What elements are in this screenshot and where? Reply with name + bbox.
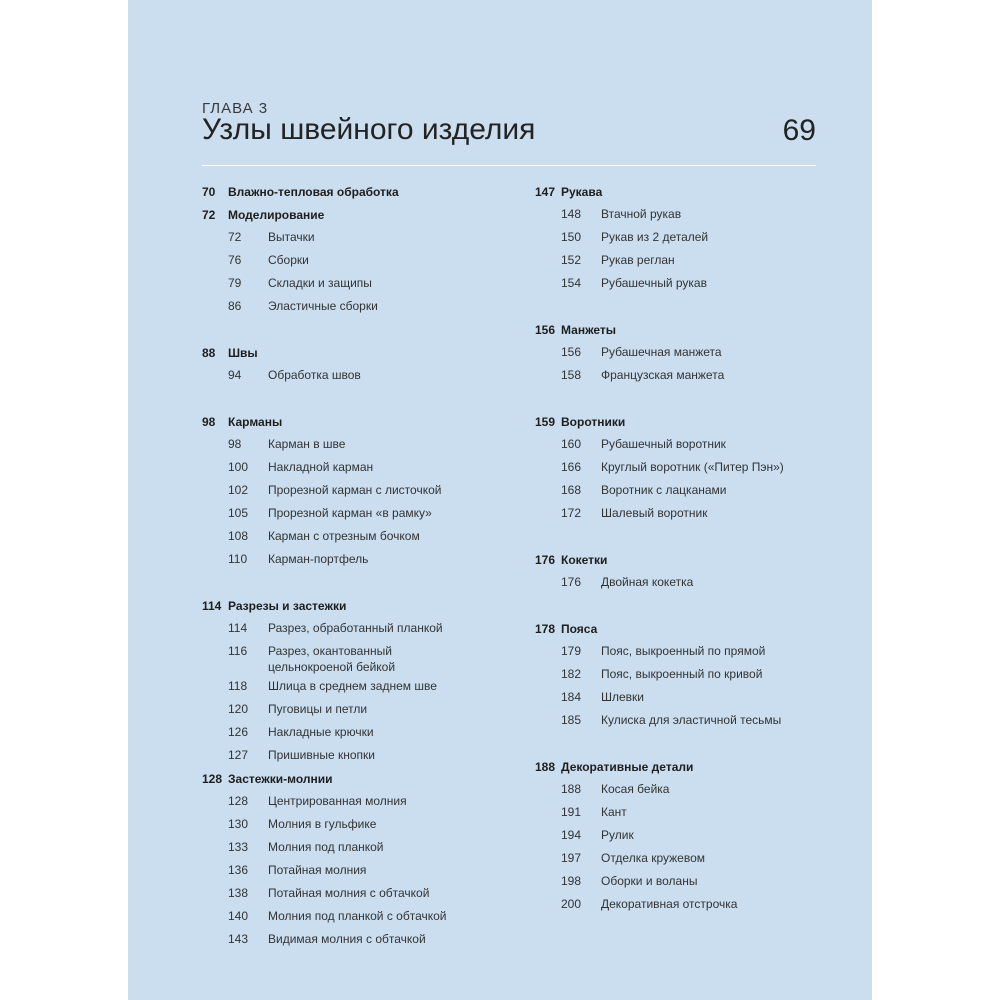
toc-section-heading[interactable] bbox=[202, 341, 502, 364]
entry-page-number: 188 bbox=[561, 782, 582, 796]
toc-entry[interactable] bbox=[535, 870, 835, 893]
section-page-number: 98 bbox=[202, 414, 216, 429]
entry-title: Кулиска для эластичной тесьмы bbox=[601, 713, 782, 727]
toc-entry[interactable] bbox=[202, 882, 502, 905]
section-title: Моделирование bbox=[228, 207, 325, 222]
entry-page-number: 114 bbox=[228, 621, 248, 635]
entry-page-number: 168 bbox=[561, 483, 582, 497]
toc-entry[interactable] bbox=[535, 272, 835, 295]
entry-title: Видимая молния с обтачкой bbox=[268, 932, 426, 946]
entry-title: Карман с отрезным бочком bbox=[268, 529, 420, 543]
entry-page-number: 156 bbox=[561, 345, 582, 359]
entry-page-number: 198 bbox=[561, 874, 582, 888]
toc-section-heading[interactable] bbox=[202, 203, 502, 226]
toc-entry[interactable] bbox=[535, 893, 835, 916]
toc-section bbox=[202, 410, 502, 571]
entry-page-number: 182 bbox=[561, 667, 582, 681]
toc-entry[interactable] bbox=[202, 790, 502, 813]
entry-page-number: 76 bbox=[228, 253, 242, 267]
toc-section bbox=[202, 203, 502, 318]
entry-page-number: 166 bbox=[561, 460, 582, 474]
entry-page-number: 152 bbox=[561, 253, 582, 267]
entry-title: Воротник с лацканами bbox=[601, 483, 727, 497]
section-page-number: 147 bbox=[535, 184, 556, 199]
chapter-label: ГЛАВА 3 bbox=[202, 100, 269, 117]
entry-page-number: 138 bbox=[228, 886, 249, 900]
entry-title: Пояс, выкроенный по кривой bbox=[601, 667, 763, 681]
entry-title: Рукав реглан bbox=[601, 253, 675, 267]
section-page-number: 176 bbox=[535, 552, 556, 567]
toc-section bbox=[535, 410, 835, 525]
section-title: Влажно-тепловая обработка bbox=[228, 184, 399, 199]
entry-page-number: 72 bbox=[228, 230, 242, 244]
toc-entry[interactable] bbox=[202, 433, 502, 456]
toc-left-column bbox=[202, 180, 502, 951]
entry-title: Декоративная отстрочка bbox=[601, 897, 738, 911]
toc-section bbox=[535, 755, 835, 916]
toc-entry[interactable] bbox=[535, 571, 835, 594]
entry-title: Пришивные кнопки bbox=[268, 748, 375, 762]
entry-title: Кант bbox=[601, 805, 627, 819]
entry-page-number: 184 bbox=[561, 690, 582, 704]
section-title: Карманы bbox=[228, 414, 283, 429]
entry-title: Рубашечный рукав bbox=[601, 276, 707, 290]
entry-page-number: 176 bbox=[561, 575, 582, 589]
toc-section bbox=[202, 594, 502, 767]
toc-section-heading[interactable] bbox=[202, 767, 502, 790]
toc-entry[interactable] bbox=[202, 813, 502, 836]
section-title: Швы bbox=[228, 345, 258, 360]
entry-page-number: 118 bbox=[228, 679, 248, 693]
entry-title: Карман-портфель bbox=[268, 552, 369, 566]
entry-title: Вытачки bbox=[268, 230, 315, 244]
toc-entry[interactable] bbox=[535, 364, 835, 387]
entry-title: Французская манжета bbox=[601, 368, 725, 382]
toc-section bbox=[535, 318, 835, 387]
toc-entry[interactable] bbox=[202, 640, 502, 675]
toc-section bbox=[202, 341, 502, 387]
entry-page-number: 172 bbox=[561, 506, 582, 520]
section-page-number: 188 bbox=[535, 759, 556, 774]
entry-title: Косая бейка bbox=[601, 782, 670, 796]
section-title: Застежки-молнии bbox=[228, 771, 333, 786]
toc-entry[interactable] bbox=[535, 801, 835, 824]
section-title: Воротники bbox=[561, 414, 626, 429]
toc-entry[interactable] bbox=[202, 456, 502, 479]
entry-title: Обработка швов bbox=[268, 368, 361, 382]
entry-page-number: 108 bbox=[228, 529, 249, 543]
entry-title: Рубашечный воротник bbox=[601, 437, 726, 451]
entry-page-number: 100 bbox=[228, 460, 249, 474]
toc-entry[interactable] bbox=[535, 203, 835, 226]
toc-section-heading[interactable] bbox=[535, 617, 835, 640]
section-title: Кокетки bbox=[561, 552, 608, 567]
entry-title: Пояс, выкроенный по прямой bbox=[601, 644, 766, 658]
toc-entry[interactable] bbox=[535, 456, 835, 479]
entry-title: Шлевки bbox=[601, 690, 645, 704]
book-page bbox=[128, 0, 872, 1000]
toc-section bbox=[202, 180, 502, 203]
section-page-number: 72 bbox=[202, 207, 216, 222]
toc-entry[interactable] bbox=[202, 698, 502, 721]
entry-page-number: 110 bbox=[228, 552, 248, 566]
toc-section-heading[interactable] bbox=[535, 410, 835, 433]
entry-title: Втачной рукав bbox=[601, 207, 682, 221]
section-page-number: 88 bbox=[202, 345, 216, 360]
entry-page-number: 105 bbox=[228, 506, 249, 520]
entry-page-number: 133 bbox=[228, 840, 249, 854]
toc-section bbox=[535, 617, 835, 732]
entry-title: Разрез, обработанный планкой bbox=[268, 621, 443, 635]
entry-title: Рубашечная манжета bbox=[601, 345, 722, 359]
toc-entry[interactable] bbox=[535, 640, 835, 663]
toc-section-heading[interactable] bbox=[535, 548, 835, 571]
entry-title: Рулик bbox=[601, 828, 634, 842]
entry-title: Пуговицы и петли bbox=[268, 702, 368, 716]
entry-page-number: 148 bbox=[561, 207, 582, 221]
toc-entry[interactable] bbox=[202, 721, 502, 744]
entry-title: Прорезной карман «в рамку» bbox=[268, 506, 432, 520]
entry-title: Сборки bbox=[268, 253, 309, 267]
chapter-title: Узлы швейного изделия bbox=[202, 113, 536, 146]
toc-section-heading[interactable] bbox=[202, 180, 502, 203]
entry-title: Рукав из 2 деталей bbox=[601, 230, 709, 244]
entry-title: Отделка кружевом bbox=[601, 851, 706, 865]
entry-title: Молния под планкой с обтачкой bbox=[268, 909, 447, 923]
toc-entry[interactable] bbox=[535, 778, 835, 801]
toc-entry[interactable] bbox=[535, 502, 835, 525]
section-title: Манжеты bbox=[561, 322, 617, 337]
section-page-number: 156 bbox=[535, 322, 556, 337]
toc-entry[interactable] bbox=[202, 226, 502, 249]
section-page-number: 159 bbox=[535, 414, 556, 429]
entry-title: Шлица в среднем заднем шве bbox=[268, 679, 437, 693]
entry-page-number: 98 bbox=[228, 437, 242, 451]
section-title: Декоративные детали bbox=[561, 759, 694, 774]
entry-title: Круглый воротник («Питер Пэн») bbox=[601, 460, 784, 474]
toc-entry[interactable] bbox=[202, 249, 502, 272]
toc-entry[interactable] bbox=[202, 548, 502, 571]
toc-entry[interactable] bbox=[202, 502, 502, 525]
entry-page-number: 160 bbox=[561, 437, 582, 451]
toc-entry[interactable] bbox=[535, 249, 835, 272]
entry-title: Двойная кокетка bbox=[601, 575, 694, 589]
toc-section bbox=[535, 180, 835, 295]
entry-page-number: 143 bbox=[228, 932, 249, 946]
entry-page-number: 136 bbox=[228, 863, 249, 877]
toc-right-column bbox=[535, 180, 835, 916]
toc-entry[interactable] bbox=[535, 686, 835, 709]
entry-page-number: 158 bbox=[561, 368, 582, 382]
toc-entry[interactable] bbox=[535, 709, 835, 732]
entry-page-number: 200 bbox=[561, 897, 582, 911]
entry-page-number: 120 bbox=[228, 702, 249, 716]
toc-entry[interactable] bbox=[202, 479, 502, 502]
entry-title: Молния под планкой bbox=[268, 840, 384, 854]
page-number: 69 bbox=[782, 114, 816, 147]
toc-section-heading[interactable] bbox=[202, 410, 502, 433]
entry-title: Накладной карман bbox=[268, 460, 374, 474]
section-page-number: 178 bbox=[535, 621, 556, 636]
toc-entry[interactable] bbox=[535, 847, 835, 870]
entry-title: Прорезной карман с листочкой bbox=[268, 483, 442, 497]
toc-entry[interactable] bbox=[202, 859, 502, 882]
toc-entry[interactable] bbox=[202, 295, 502, 318]
entry-title: Шалевый воротник bbox=[601, 506, 708, 520]
toc-section bbox=[535, 548, 835, 594]
toc-entry[interactable] bbox=[535, 226, 835, 249]
entry-page-number: 94 bbox=[228, 368, 242, 382]
entry-title: Складки и защипы bbox=[268, 276, 372, 290]
title-divider bbox=[202, 165, 816, 166]
entry-title: Оборки и воланы bbox=[601, 874, 698, 888]
entry-page-number: 185 bbox=[561, 713, 582, 727]
entry-page-number: 197 bbox=[561, 851, 582, 865]
entry-page-number: 128 bbox=[228, 794, 249, 808]
entry-page-number: 116 bbox=[228, 644, 248, 658]
toc-entry[interactable] bbox=[535, 824, 835, 847]
section-title: Разрезы и застежки bbox=[228, 598, 347, 613]
section-page-number: 128 bbox=[202, 771, 223, 786]
toc-section-heading[interactable] bbox=[535, 180, 835, 203]
toc-section-heading[interactable] bbox=[202, 594, 502, 617]
toc-entry[interactable] bbox=[202, 744, 502, 767]
section-title: Рукава bbox=[561, 184, 603, 199]
entry-page-number: 127 bbox=[228, 748, 249, 762]
entry-page-number: 191 bbox=[561, 805, 582, 819]
entry-title: Центрированная молния bbox=[268, 794, 407, 808]
entry-title: Эластичные сборки bbox=[268, 299, 378, 313]
toc-entry[interactable] bbox=[202, 617, 502, 640]
toc-entry[interactable] bbox=[202, 272, 502, 295]
entry-page-number: 86 bbox=[228, 299, 242, 313]
toc-entry[interactable] bbox=[535, 663, 835, 686]
entry-title: Накладные крючки bbox=[268, 725, 374, 739]
toc-entry[interactable] bbox=[202, 525, 502, 548]
toc-entry[interactable] bbox=[202, 675, 502, 698]
toc-entry[interactable] bbox=[535, 433, 835, 456]
entry-title: Карман в шве bbox=[268, 437, 346, 451]
toc-section-heading[interactable] bbox=[535, 318, 835, 341]
entry-page-number: 102 bbox=[228, 483, 249, 497]
toc-entry[interactable] bbox=[535, 341, 835, 364]
entry-title: Разрез, окантованный цельнокроеной бейкой bbox=[268, 644, 396, 674]
toc-entry[interactable] bbox=[202, 836, 502, 859]
entry-title: Потайная молния bbox=[268, 863, 367, 877]
toc-entry[interactable] bbox=[202, 905, 502, 928]
entry-page-number: 130 bbox=[228, 817, 249, 831]
entry-page-number: 79 bbox=[228, 276, 242, 290]
toc-section bbox=[202, 767, 502, 951]
entry-title: Потайная молния с обтачкой bbox=[268, 886, 430, 900]
entry-page-number: 179 bbox=[561, 644, 582, 658]
section-page-number: 114 bbox=[202, 598, 222, 613]
entry-page-number: 150 bbox=[561, 230, 582, 244]
toc-section-heading[interactable] bbox=[535, 755, 835, 778]
toc-entry[interactable] bbox=[535, 479, 835, 502]
entry-title: Молния в гульфике bbox=[268, 817, 377, 831]
toc-entry[interactable] bbox=[202, 364, 502, 387]
entry-page-number: 126 bbox=[228, 725, 249, 739]
entry-page-number: 140 bbox=[228, 909, 249, 923]
entry-page-number: 194 bbox=[561, 828, 582, 842]
entry-page-number: 154 bbox=[561, 276, 582, 290]
toc-entry[interactable] bbox=[202, 928, 502, 951]
section-page-number: 70 bbox=[202, 184, 216, 199]
section-title: Пояса bbox=[561, 621, 598, 636]
